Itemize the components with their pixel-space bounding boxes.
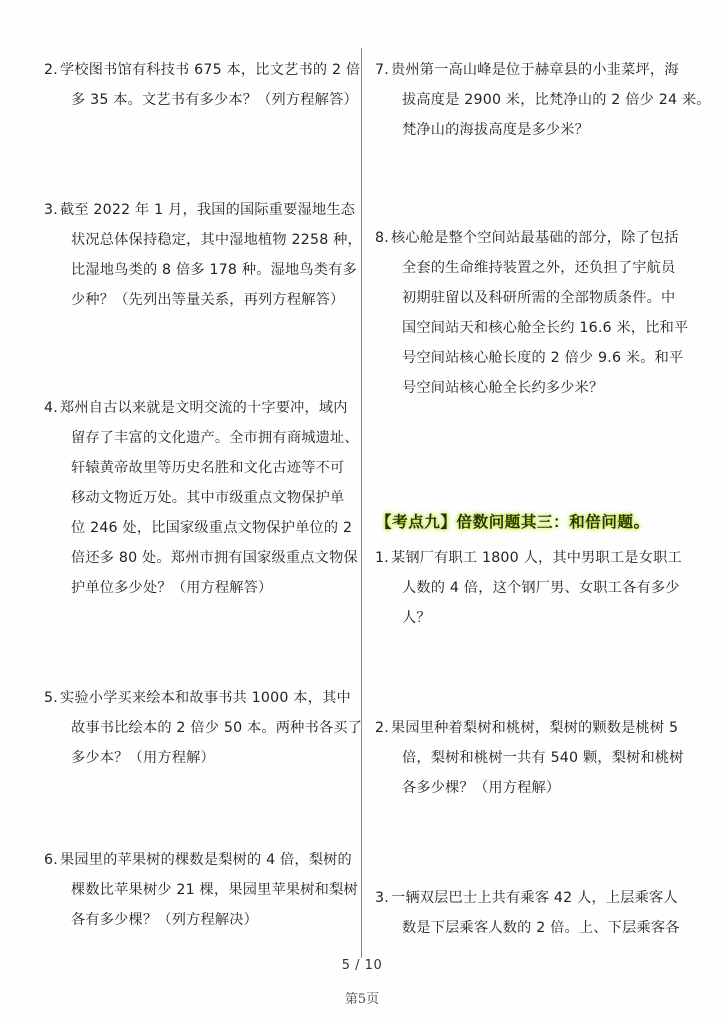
- question-line: 国空间站天和核心舱全长约 16.6 米，比和平: [402, 320, 689, 336]
- section-question-1: [375, 543, 681, 633]
- question-line: 人数的 4 倍，这个钢厂男、女职工各有多少: [402, 580, 680, 596]
- question-4: [44, 393, 359, 603]
- question-line: 4. 郑州自古以来就是文明交流的十字要冲，域内: [44, 400, 348, 416]
- question-line: 比湿地鸟类的 8 倍多 178 种。湿地鸟类有多: [71, 262, 357, 278]
- question-line: 数是下层乘客人数的 2 倍。上、下层乘客各: [402, 920, 680, 936]
- question-line: 2. 学校图书馆有科技书 675 本，比文艺书的 2 倍: [44, 62, 361, 78]
- question-line: 棵数比苹果树少 21 棵，果园里苹果树和梨树: [71, 882, 358, 898]
- section-question-2: [375, 713, 684, 803]
- question-line: 各有多少棵？（列方程解决）: [71, 912, 259, 928]
- question-number: 6.: [44, 852, 58, 868]
- question-number: 2.: [44, 62, 58, 78]
- question-line: 号空间站核心舱全长约多少米？: [402, 380, 604, 396]
- question-line: 倍还多 80 处。郑州市拥有国家级重点文物保: [71, 550, 358, 566]
- question-line: 3. 截至 2022 年 1 月，我国的国际重要湿地生态: [44, 202, 356, 218]
- question-line: 拔高度是 2900 米，比梵净山的 2 倍少 24 来。: [402, 92, 711, 108]
- question-line: 7. 贵州第一高山峰是位于赫章县的小韭菜坪，海: [375, 62, 679, 78]
- question-line: 轩辕黄帝故里等历史名胜和文化古迹等不可: [71, 460, 345, 476]
- question-line: 状况总体保持稳定，其中湿地植物 2258 种，: [71, 232, 362, 248]
- question-number: 3.: [375, 890, 389, 906]
- question-line: 各多少棵？（用方程解）: [402, 780, 561, 796]
- question-line: 护单位多少处？（用方程解答）: [71, 580, 273, 596]
- question-line: 位 246 处，比国家级重点文物保护单位的 2: [71, 520, 353, 536]
- column-divider: [361, 48, 362, 958]
- question-line: 人？: [402, 610, 431, 626]
- question-line: 移动文物近万处。其中市级重点文物保护单: [71, 490, 345, 506]
- question-7: [375, 55, 711, 145]
- question-line: 多少本？（用方程解）: [71, 750, 215, 766]
- page-indicator: 5 / 10: [341, 958, 383, 973]
- question-number: 3.: [44, 202, 58, 218]
- question-number: 5.: [44, 690, 58, 706]
- question-line: 故事书比绘本的 2 倍少 50 本。两种书各买了: [71, 720, 363, 736]
- question-line: 少种？（先列出等量关系，再列方程解答）: [71, 292, 345, 308]
- question-line: 全套的生命维持装置之外，还负担了宇航员: [402, 260, 676, 276]
- question-line: 号空间站核心舱长度的 2 倍少 9.6 米。和平: [402, 350, 684, 366]
- question-line: 1. 某钢厂有职工 1800 人，其中男职工是女职工: [375, 550, 682, 566]
- question-line: 留存了丰富的文化遗产。全市拥有商城遗址、: [71, 430, 359, 446]
- question-number: 1.: [375, 550, 389, 566]
- question-line: 6. 果园里的苹果树的棵数是梨树的 4 倍，梨树的: [44, 852, 352, 868]
- section-question-3: [375, 883, 681, 943]
- question-5: [44, 683, 363, 773]
- question-number: 8.: [375, 230, 389, 246]
- question-line: 8. 核心舱是整个空间站最基础的部分，除了包括: [375, 230, 679, 246]
- question-line: 2. 果园里种着梨树和桃树，梨树的颗数是桃树 5: [375, 720, 679, 736]
- question-3: [44, 195, 362, 315]
- question-2: [44, 55, 361, 115]
- question-line: 多 35 本。文艺书有多少本？（列方程解答）: [71, 92, 358, 108]
- page-label: 第5页: [344, 992, 380, 1007]
- question-line: 梵净山的海拔高度是多少米？: [402, 122, 590, 138]
- question-number: 7.: [375, 62, 389, 78]
- question-6: [44, 845, 356, 935]
- question-line: 5. 实验小学买来绘本和故事书共 1000 本，其中: [44, 690, 351, 706]
- question-number: 2.: [375, 720, 389, 736]
- question-line: 3. 一辆双层巴士上共有乘客 42 人，上层乘客人: [375, 890, 678, 906]
- section-heading: 【考点九】倍数问题其三：和倍问题。: [376, 512, 650, 531]
- question-8: [375, 223, 689, 403]
- question-line: 倍，梨树和桃树一共有 540 颗，梨树和桃树: [402, 750, 684, 766]
- question-line: 初期驻留以及科研所需的全部物质条件。中: [402, 290, 676, 306]
- question-number: 4.: [44, 400, 58, 416]
